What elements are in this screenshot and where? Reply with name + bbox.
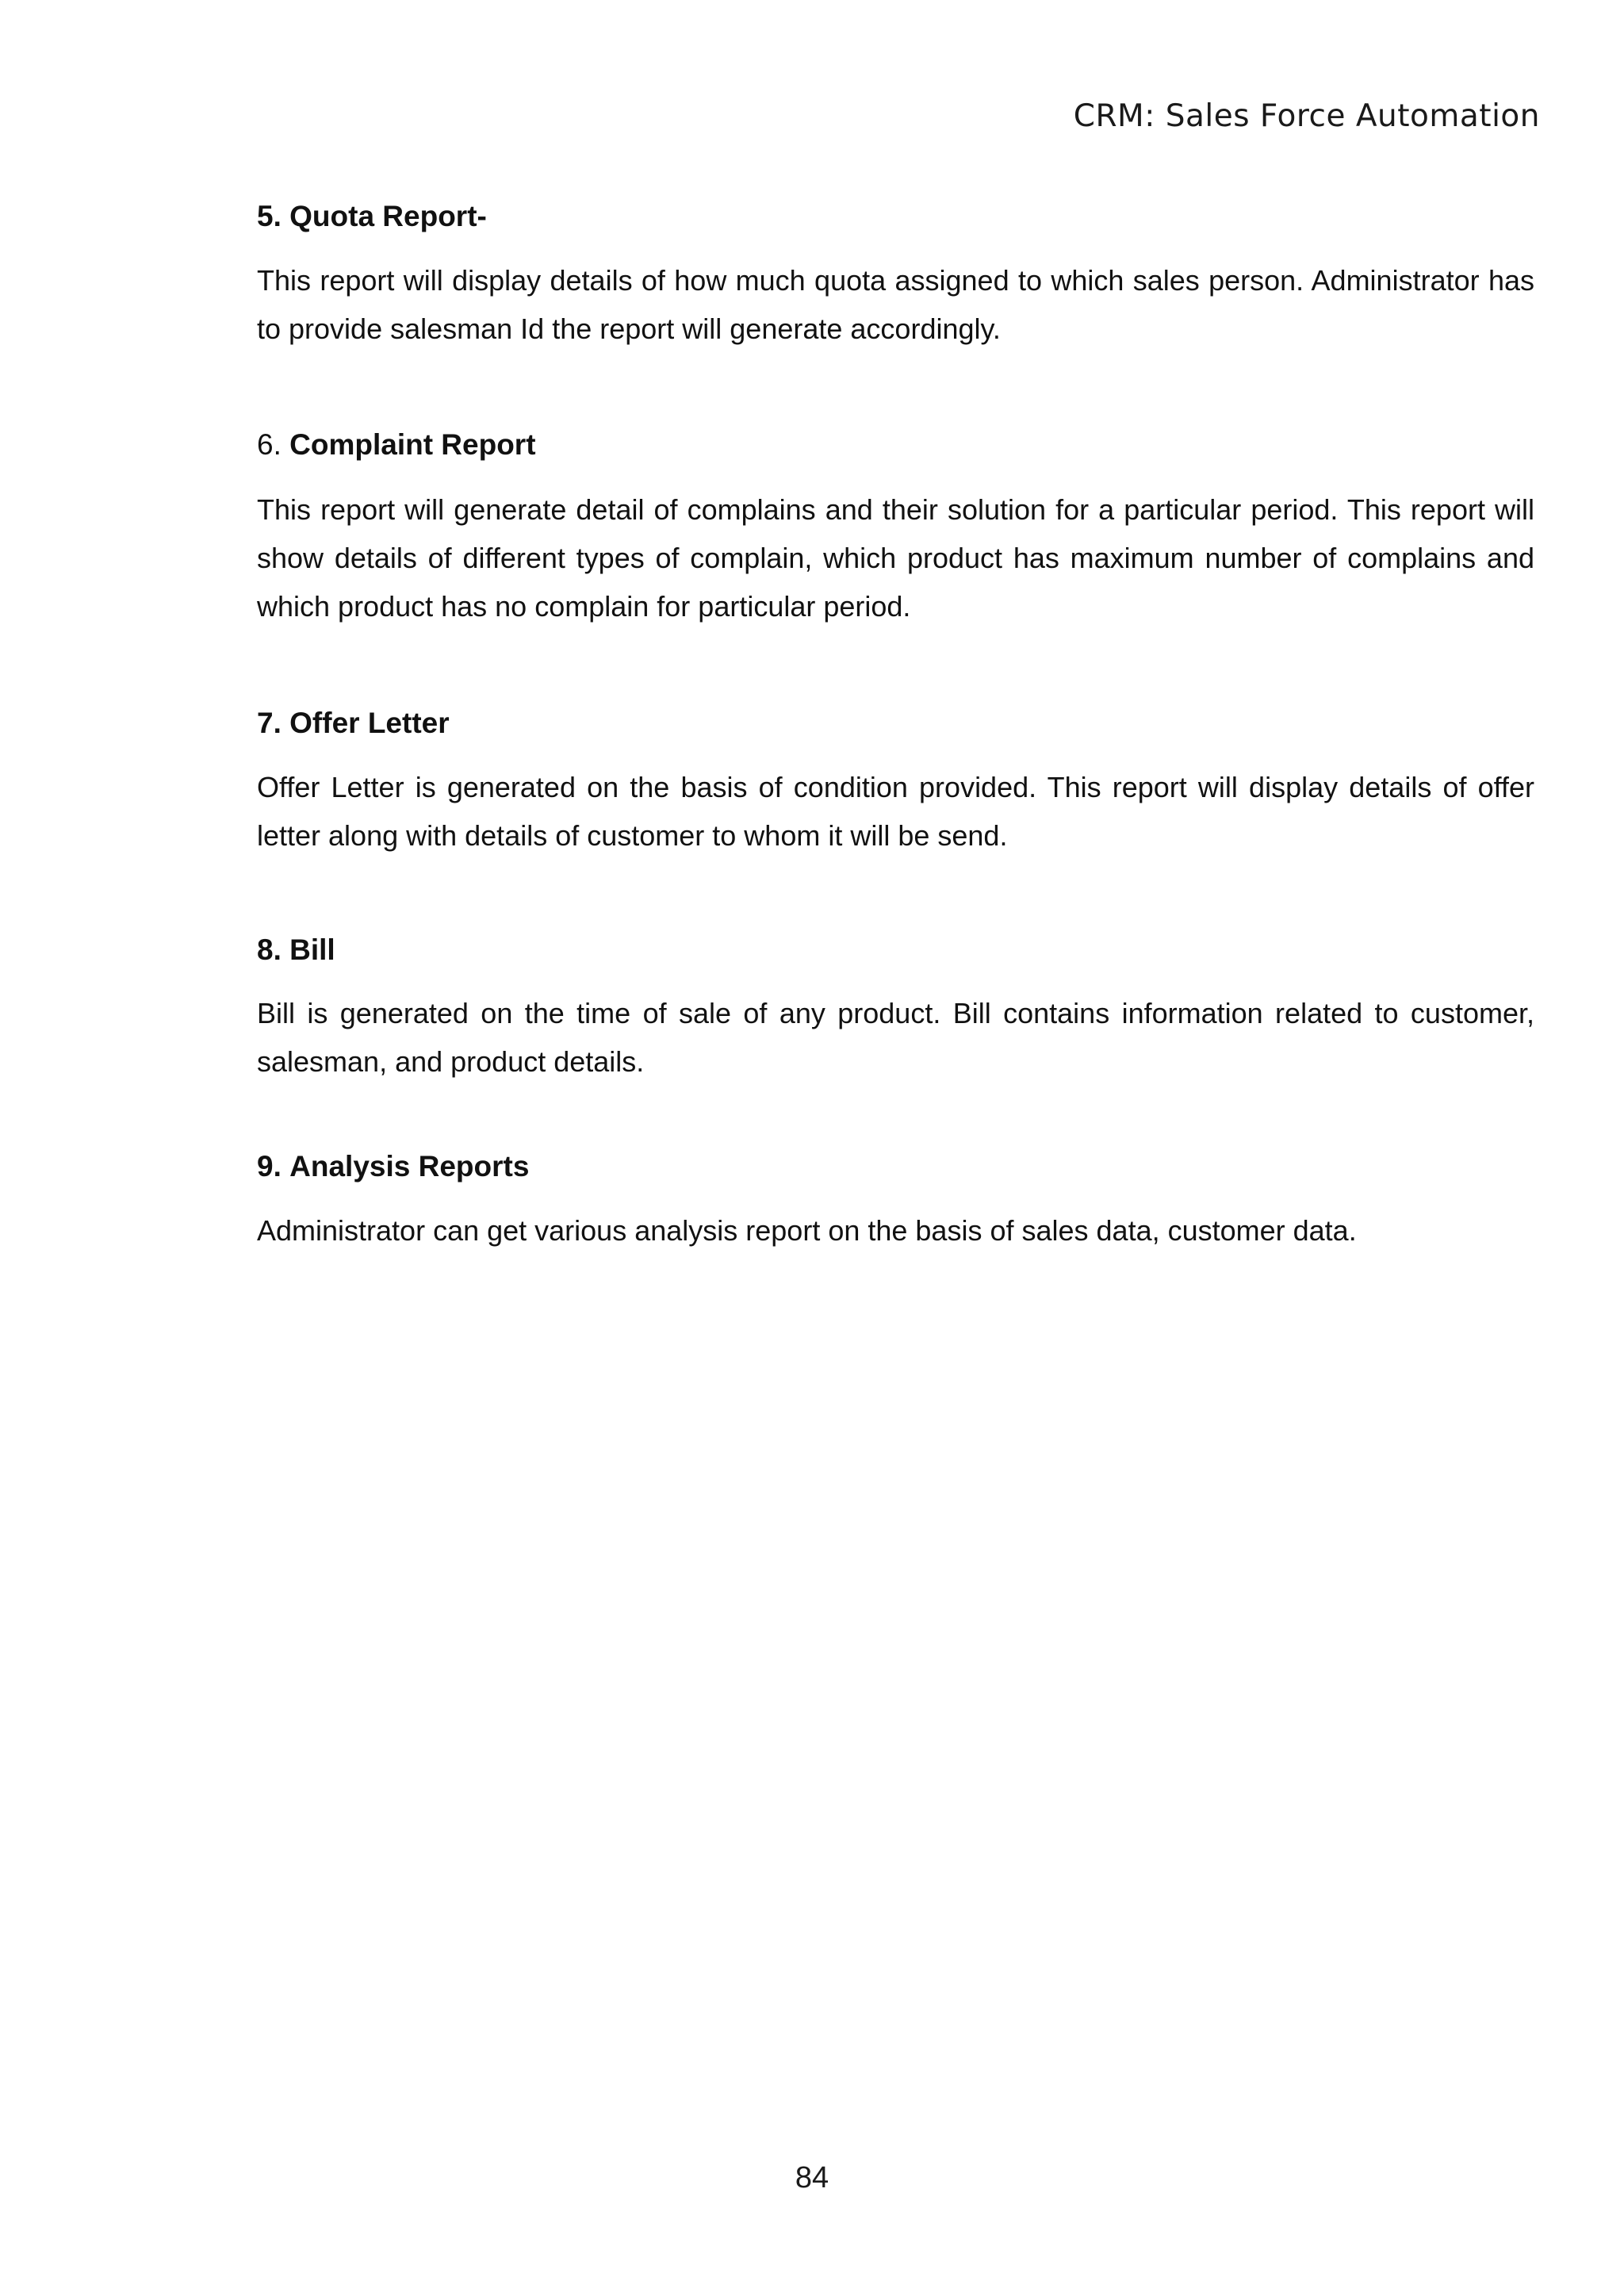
section-body-complaint-report: This report will generate detail of complains and their solution for a particular period. This report will show details of different types of complain, which product has maximum number of complains and which product has no complain for particular period. <box>257 493 1534 623</box>
section-number: 9. <box>257 1150 282 1182</box>
section-body-bill: Bill is generated on the time of sale of any product. Bill contains information related to customer, salesman, and product details. <box>257 997 1534 1078</box>
section-title: Complaint Report <box>289 428 536 461</box>
section-number: 8. <box>257 933 282 966</box>
section-body-analysis-reports: Administrator can get various analysis report on the basis of sales data, customer data. <box>257 1214 1357 1247</box>
section-body-quota-report: This report will display details of how much quota assigned to which sales person. Administrator has to provide salesman Id the report will generate accordingly. <box>257 264 1534 345</box>
running-header: CRM: Sales Force Automation <box>1073 98 1540 134</box>
section-title: Analysis Reports <box>289 1150 530 1182</box>
section-heading-analysis-reports <box>257 1150 529 1183</box>
section-number: 6. <box>257 428 282 461</box>
section-title: Quota Report- <box>289 200 487 232</box>
section-heading-bill <box>257 933 335 967</box>
section-heading-offer-letter <box>257 707 450 740</box>
page-number: 84 <box>795 2161 829 2194</box>
section-body-offer-letter: Offer Letter is generated on the basis of condition provided. This report will display details of offer letter along with details of customer to whom it will be send. <box>257 771 1534 852</box>
section-number: 7. <box>257 707 282 739</box>
section-title: Bill <box>289 933 335 966</box>
section-title: Offer Letter <box>289 707 450 739</box>
section-number: 5. <box>257 200 282 232</box>
section-heading-quota-report <box>257 200 487 233</box>
section-heading-complaint-report <box>257 428 536 462</box>
